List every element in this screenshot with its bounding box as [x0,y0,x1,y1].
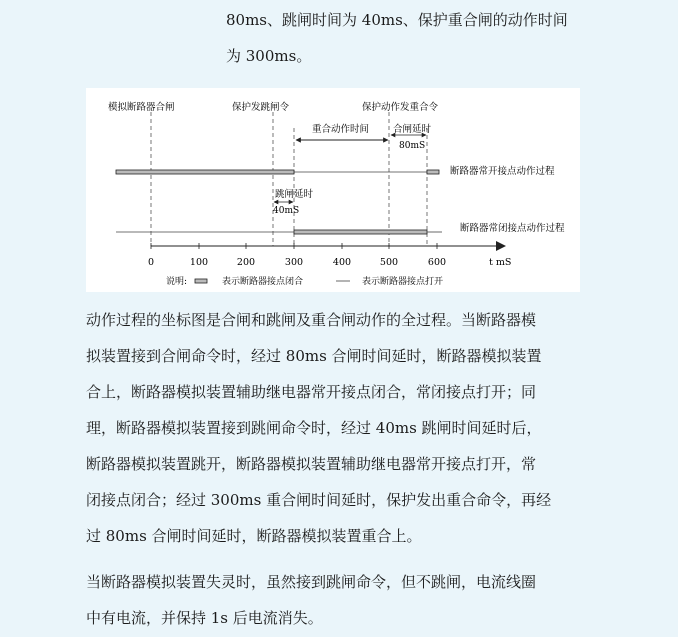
legend-prefix: 说明: [166,277,188,287]
label-nc-contact: 断路器常闭接点动作过程 [460,223,565,234]
label-sim-close: 模拟断路器合闸 [108,102,175,113]
closing-line: 中有电流，并保持 1s 后电流消失。 [86,609,323,627]
intro-line: 为 300ms。 [226,47,312,65]
intro-paragraph [226,2,568,74]
axis-unit-label: t mS [489,257,512,268]
body-line: 过 80ms 合闸时间延时，断路器模拟装置重合上。 [86,527,422,545]
axis-tick-label: 600 [427,257,447,268]
label-close-delay-value: 80mS [399,141,426,151]
label-no-contact: 断路器常开接点动作过程 [450,166,555,177]
axis-tick-label: 500 [379,257,399,268]
label-trip-delay: 跳闸延时 [275,189,314,200]
axis-tick-label: 200 [236,257,256,268]
timing-diagram [86,88,580,292]
label-close-delay: 合闸延时 [393,124,432,135]
label-reclose-cmd: 保护动作发重合令 [362,102,439,113]
no-contact-closed-bar [116,170,294,174]
label-trip-cmd: 保护发跳闸令 [232,102,290,113]
body-line: 断路器模拟装置跳开，断路器模拟装置辅助继电器常开接点打开，常 [86,455,537,473]
closing-line: 当断路器模拟装置失灵时，虽然接到跳闸命令，但不跳闸，电流线圈 [86,573,537,591]
nc-contact-closed-bar [294,230,427,234]
no-contact-closed-bar [427,170,439,174]
axis-tick-label: 300 [284,257,304,268]
legend-closed-swatch [195,279,207,283]
body-line: 理，断路器模拟装置接到跳闸命令时，经过 40ms 跳闸时间延时后， [86,419,542,437]
axis-tick-label: 400 [332,257,352,268]
intro-line: 80ms、跳闸时间为 40ms、保护重合闸的动作时间 [226,11,568,29]
axis-tick-label: 0 [147,257,155,268]
body-line: 闭接点闭合；经过 300ms 重合闸时间延时，保护发出重合命令，再经 [86,491,552,509]
closing-paragraph [86,564,536,636]
time-axis-arrow [496,241,506,251]
axis-tick-label: 100 [189,257,209,268]
label-trip-delay-value: 40mS [273,206,300,216]
label-reclose-time: 重合动作时间 [312,124,370,135]
body-line: 合上，断路器模拟装置辅助继电器常开接点闭合，常闭接点打开；同 [86,383,537,401]
legend-open-label: 表示断路器接点打开 [362,277,444,287]
body-line: 拟装置接到合闸命令时，经过 80ms 合闸时间延时，断路器模拟装置 [86,347,542,365]
legend-closed-label: 表示断路器接点闭合 [222,277,304,287]
body-line: 动作过程的坐标图是合闸和跳闸及重合闸动作的全过程。当断路器模 [86,311,537,329]
body-paragraph [86,302,551,554]
